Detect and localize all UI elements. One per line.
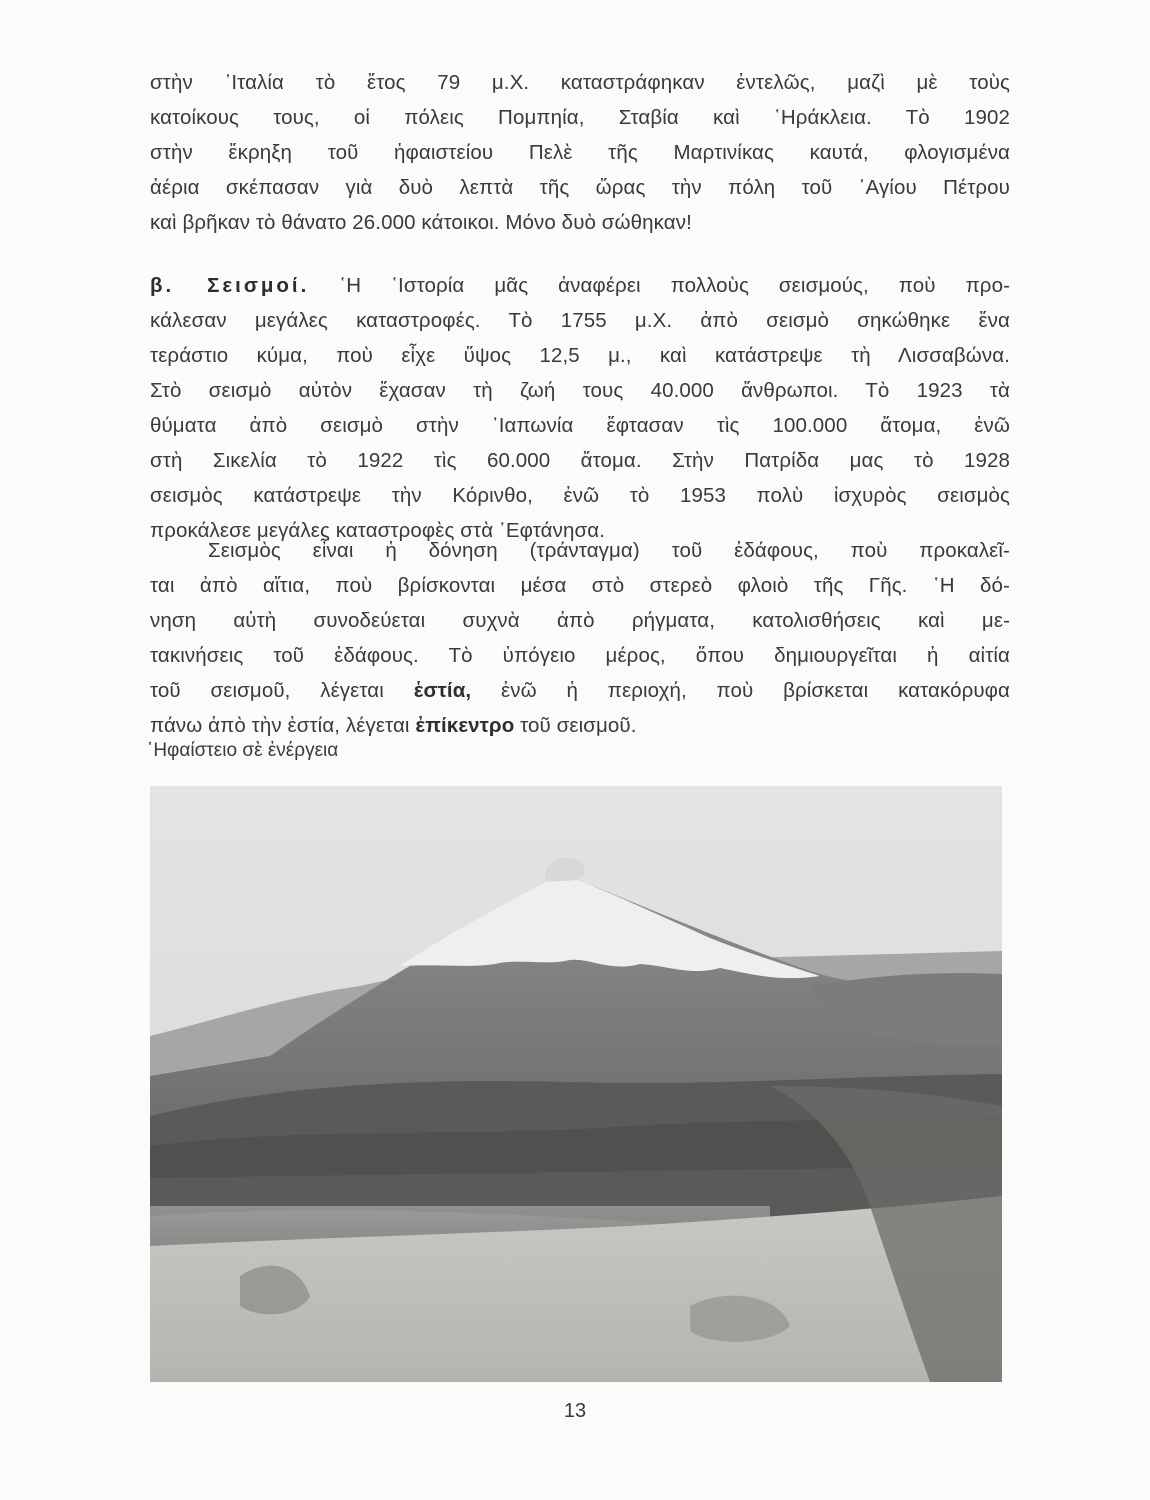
text-run: ῾Η ῾Ιστορία μᾶς ἀναφέρει πολλοὺς σεισμούς, ποὺ προ-	[309, 274, 1010, 297]
text-line: στὴν ἔκρηξη τοῦ ἡφαιστείου Πελὲ τῆς Μαρτινίκας καυτά, φλογισμένα	[150, 141, 1010, 164]
text-line: στὴ Σικελία τὸ 1922 τὶς 60.000 ἄτομα. Στὴν Πατρίδα μας τὸ 1928	[150, 449, 1010, 472]
text-line: σεισμὸς κατάστρεψε τὴν Κόρινθο, ἐνῶ τὸ 1953 πολὺ ἰσχυρὸς σεισμὸς	[150, 484, 1010, 507]
text-line: Σεισμὸς εἶναι ἡ δόνηση (τράνταγμα) τοῦ ἐδάφους, ποὺ προκαλεῖ-	[208, 539, 1010, 562]
text-line: νηση αὐτὴ συνοδεύεται συχνὰ ἀπὸ ρήγματα, κατολισθήσεις καὶ με-	[150, 609, 1010, 632]
term-focus: ἑστία,	[413, 679, 472, 702]
text-line: προκάλεσε μεγάλες καταστροφὲς στὰ ῾Εφτάνησα.	[150, 519, 605, 542]
volcano-photo-icon	[150, 786, 1002, 1382]
text-line: ται ἀπὸ αἴτια, ποὺ βρίσκονται μέσα στὸ στερεὸ φλοιὸ τῆς Γῆς. ῾Η δό-	[150, 574, 1010, 597]
section-heading-earthquakes: β. Σεισμοί.	[150, 274, 310, 297]
volcano-photo	[150, 786, 1002, 1382]
text-line: τεράστιο κύμα, ποὺ εἶχε ὕψος 12,5 μ., καὶ κατάστρεψε τὴ Λισσαβώνα.	[150, 344, 1010, 367]
text-run: πάνω ἀπὸ τὴν ἑστία, λέγεται	[150, 714, 416, 737]
text-line: θύματα ἀπὸ σεισμὸ στὴν ᾿Ιαπωνία ἔφτασαν τὶς 100.000 ἄτομα, ἐνῶ	[150, 414, 1010, 437]
text-run: ἐνῶ ἡ περιοχή, ποὺ βρίσκεται κατακόρυφα	[471, 679, 1010, 702]
paragraph-earthquake-definition	[150, 533, 1010, 743]
text-line: ἀέρια σκέπασαν γιὰ δυὸ λεπτὰ τῆς ὥρας τὴν πόλη τοῦ ῾Αγίου Πέτρου	[150, 176, 1010, 199]
term-epicenter: ἐπίκεντρο	[415, 714, 515, 737]
text-line: κάλεσαν μεγάλες καταστροφές. Τὸ 1755 μ.Χ. ἀπὸ σεισμὸ σηκώθηκε ἕνα	[150, 309, 1010, 332]
paragraph-volcano-history	[150, 65, 1010, 240]
text-run: τοῦ σεισμοῦ.	[514, 714, 637, 737]
text-run: τοῦ σεισμοῦ, λέγεται	[150, 679, 414, 702]
text-line: καὶ βρῆκαν τὸ θάνατο 26.000 κάτοικοι. Μόνο δυὸ σώθηκαν!	[150, 211, 692, 234]
figure-caption: ῾Ηφαίστειο σὲ ἐνέργεια	[147, 740, 339, 761]
text-line: Στὸ σεισμὸ αὐτὸν ἔχασαν τὴ ζωή τους 40.000 ἄνθρωποι. Τὸ 1923 τὰ	[150, 379, 1010, 402]
paragraph-earthquakes-history	[150, 268, 1010, 548]
text-line: κατοίκους τους, οἱ πόλεις Πομπηία, Σταβία καὶ ῾Ηράκλεια. Τὸ 1902	[150, 106, 1010, 129]
text-line: τακινήσεις τοῦ ἐδάφους. Τὸ ὑπόγειο μέρος, ὅπου δημιουργεῖται ἡ αἰτία	[150, 644, 1010, 667]
page-number: 13	[563, 1400, 587, 1422]
text-line	[150, 708, 1010, 743]
text-line	[150, 673, 1010, 708]
text-line: στὴν ᾿Ιταλία τὸ ἔτος 79 μ.Χ. καταστράφηκαν ἐντελῶς, μαζὶ μὲ τοὺς	[150, 71, 1010, 94]
text-line	[150, 268, 1010, 303]
